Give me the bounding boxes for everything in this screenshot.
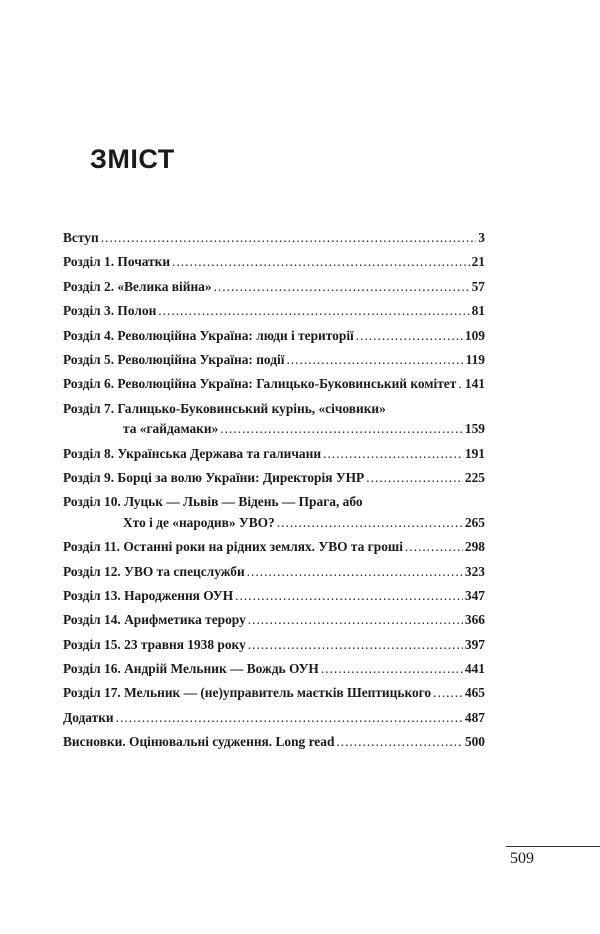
toc-page-number: 347 <box>464 587 485 603</box>
dot-leader <box>286 350 463 370</box>
dot-leader <box>172 252 470 272</box>
toc-page-number: 119 <box>465 351 485 367</box>
dot-leader <box>214 277 470 297</box>
toc-entry-line <box>63 468 485 489</box>
dot-leader <box>248 635 463 655</box>
toc-entry-title: Розділ 16. Андрій Мельник — Вождь ОУН <box>63 661 319 677</box>
toc-page-number: 21 <box>471 254 485 270</box>
toc-entry-title: Розділ 7. Галицько-Буковинський курінь, «січовики» <box>63 400 386 416</box>
dot-leader <box>220 419 463 439</box>
dot-leader <box>405 537 463 557</box>
toc-entry[interactable] <box>63 732 485 756</box>
toc-entry-title: Розділ 15. 23 травня 1938 року <box>63 636 246 652</box>
toc-entry[interactable] <box>63 468 485 492</box>
toc-entry[interactable] <box>63 301 485 325</box>
toc-entry-line <box>63 277 485 298</box>
toc-entry[interactable] <box>63 444 485 468</box>
toc-page-number: 141 <box>464 376 485 392</box>
toc-entry-title: та «гайдамаки» <box>123 421 219 437</box>
toc-entry[interactable] <box>63 374 485 398</box>
toc-entry[interactable] <box>63 252 485 276</box>
dot-leader <box>323 444 463 464</box>
toc-entry-line <box>63 301 485 322</box>
toc-entry[interactable] <box>63 277 485 301</box>
toc-entry[interactable] <box>63 659 485 683</box>
toc-entry-line <box>63 708 485 729</box>
toc-page-number: 366 <box>464 612 485 628</box>
toc-entry-title: Розділ 17. Мельник — (не)управитель маєтків Шептицького <box>63 685 432 701</box>
toc-entry-line <box>63 537 485 558</box>
toc-entry-line <box>63 419 485 440</box>
dot-leader <box>116 708 463 728</box>
toc-page-number: 441 <box>464 661 485 677</box>
toc-entry-title: Розділ 9. Борці за волю України: Директорія УНР <box>63 469 365 485</box>
toc-entry[interactable] <box>63 635 485 659</box>
page-number: 509 <box>510 850 534 867</box>
page-title: ЗМІСТ <box>90 144 175 174</box>
dot-leader <box>336 732 463 752</box>
toc-entry-line <box>63 513 485 534</box>
toc-entry-line <box>63 228 485 249</box>
toc-entry[interactable] <box>63 228 485 252</box>
toc-entry[interactable] <box>63 326 485 350</box>
toc-page-number: 3 <box>478 230 485 245</box>
toc-page-number: 81 <box>471 303 485 319</box>
toc-entry-line <box>63 399 485 420</box>
toc-entry-title: Розділ 2. «Велика війна» <box>63 278 212 294</box>
toc-entry[interactable] <box>63 350 485 374</box>
toc-entry-title: Розділ 4. Революційна Україна: люди і території <box>63 327 354 343</box>
dot-leader <box>321 659 463 679</box>
toc-entry-title: Розділ 10. Луцьк — Львів — Відень — Прага, або <box>63 494 363 510</box>
toc-entry-title: Розділ 1. Початки <box>63 254 171 270</box>
table-of-contents <box>63 228 485 757</box>
dot-leader <box>248 610 463 630</box>
toc-entry-title: Розділ 8. Українська Держава та галичани <box>63 445 322 461</box>
toc-entry-line <box>63 562 485 583</box>
toc-entry-title: Розділ 5. Революційна Україна: події <box>63 351 285 367</box>
toc-entry[interactable] <box>63 562 485 586</box>
toc-page-number: 265 <box>464 514 485 530</box>
toc-page-number: 57 <box>471 278 485 294</box>
toc-page-number: 109 <box>464 327 485 343</box>
toc-entry[interactable] <box>63 537 485 561</box>
toc-entry[interactable] <box>63 683 485 707</box>
dot-leader <box>235 586 463 606</box>
toc-entry-line <box>63 635 485 656</box>
toc-entry-line <box>63 586 485 607</box>
toc-page-number: 397 <box>464 636 485 652</box>
toc-entry-line <box>63 659 485 680</box>
toc-page-number: 225 <box>464 469 485 485</box>
toc-page-number: 500 <box>464 734 485 750</box>
toc-entry-title: Розділ 6. Революційна Україна: Галицько-Буковинський комітет <box>63 376 457 392</box>
toc-entry-line <box>63 350 485 371</box>
toc-entry[interactable] <box>63 708 485 732</box>
toc-entry[interactable] <box>63 492 485 537</box>
toc-page-number: 159 <box>464 421 485 437</box>
toc-entry[interactable] <box>63 610 485 634</box>
toc-entry[interactable] <box>63 586 485 610</box>
toc-entry-title: Розділ 13. Народження ОУН <box>63 587 234 603</box>
dot-leader <box>366 468 463 488</box>
dot-leader <box>247 562 463 582</box>
toc-entry-line <box>63 252 485 273</box>
toc-entry-title: Додатки <box>63 709 114 725</box>
toc-entry-line <box>63 683 485 704</box>
toc-entry-title: Вступ <box>63 230 99 245</box>
toc-entry-title: Розділ 14. Арифметика терору <box>63 612 246 628</box>
dot-leader <box>277 513 463 533</box>
toc-entry[interactable] <box>63 399 485 444</box>
toc-entry-title: Висновки. Оцінювальні судження. Long read <box>63 734 335 750</box>
toc-entry-title: Розділ 12. УВО та спецслужби <box>63 563 245 579</box>
toc-page-number: 323 <box>464 563 485 579</box>
toc-entry-title: Розділ 3. Полон <box>63 303 157 319</box>
toc-entry-line <box>63 374 485 395</box>
toc-page-number: 465 <box>464 685 485 701</box>
footer-rule <box>506 846 600 847</box>
toc-entry-line <box>63 610 485 631</box>
dot-leader <box>356 326 463 346</box>
toc-page-number: 487 <box>464 709 485 725</box>
toc-entry-line <box>63 444 485 465</box>
toc-page-number: 298 <box>464 539 485 555</box>
toc-entry-line <box>63 492 485 513</box>
toc-entry-title: Розділ 11. Останні роки на рідних землях. УВО та гроші <box>63 539 403 555</box>
toc-entry-title: Хто і де «народив» УВО? <box>123 514 275 530</box>
dot-leader <box>158 301 469 321</box>
dot-leader <box>433 683 463 703</box>
toc-page-number: 191 <box>464 445 485 461</box>
toc-entry-line <box>63 732 485 753</box>
dot-leader <box>458 374 463 394</box>
dot-leader <box>101 228 477 248</box>
toc-entry-line <box>63 326 485 347</box>
